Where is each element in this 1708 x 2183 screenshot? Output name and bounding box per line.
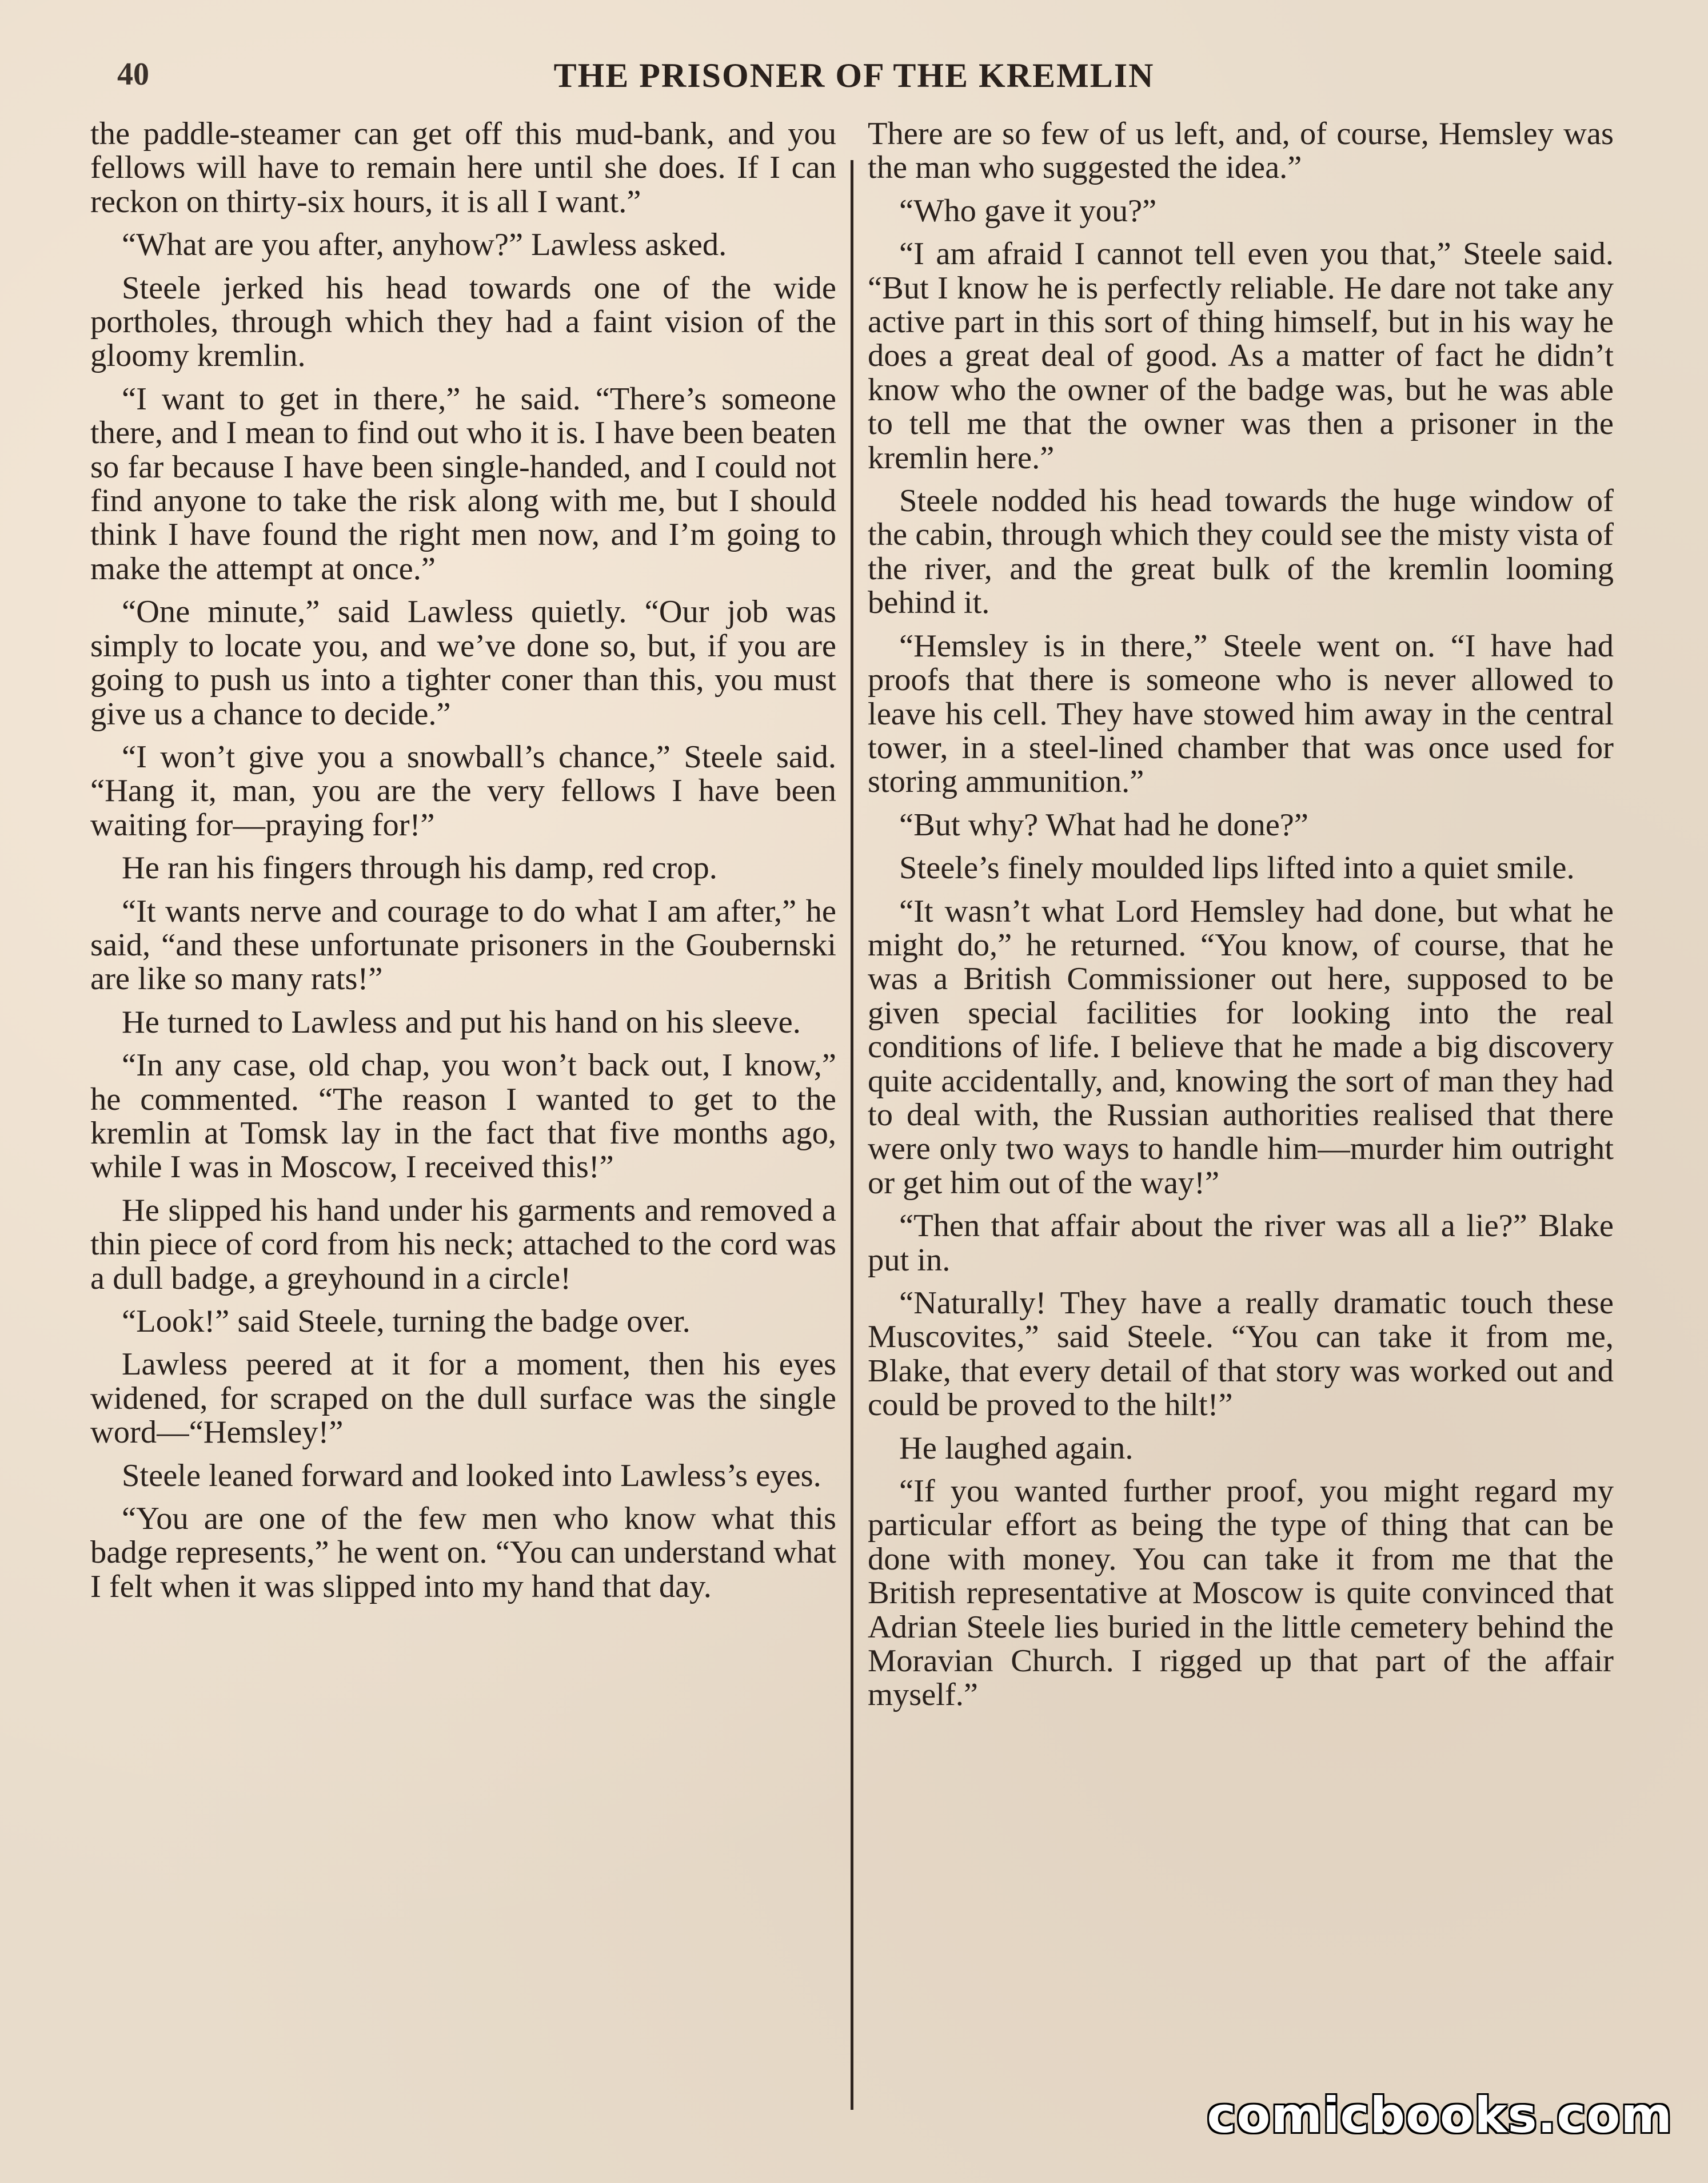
running-title: THE PRISONER OF THE KREMLIN — [553, 57, 1155, 94]
paragraph: Steele jerked his head towards one of the wide portholes, through which they had a faint vision of the gloomy kremlin. — [90, 270, 836, 374]
paragraph: “What are you after, anyhow?” Lawless asked. — [122, 227, 727, 263]
paragraph: Steele nodded his head towards the huge window of the cabin, through which they could see the misty vista of the river, and the great bulk of the kremlin looming behind it. — [868, 483, 1614, 621]
paragraph: “If you wanted further proof, you might regard my particular effort as being the type of thing that can be done with money. You can take it from me that the British representative at Moscow is quite convinced that Adrian Steele lies buried in the little cemetery behind the Moravian Church. I rigged up that part of the affair myself.” — [868, 1473, 1614, 1713]
paragraph: There are so few of us left, and, of course, Hemsley was the man who suggested the idea.” — [868, 116, 1614, 186]
paragraph: “I want to get in there,” he said. “There’s someone there, and I mean to find out who it is. I have been beaten so far because I have been single-handed, and I could not find anyone to take the risk along with me, but I should think I have found the right men now, and I’m going to make the attempt at once.” — [90, 381, 836, 587]
paragraph: He turned to Lawless and put his hand on his sleeve. — [122, 1004, 801, 1040]
page-number: 40 — [117, 57, 149, 92]
paragraph: the paddle-steamer can get off this mud-bank, and you fellows will have to remain here until she does. If I can reckon on thirty-six hours, it is all I want.” — [90, 116, 836, 220]
paragraph: “Look!” said Steele, turning the badge over. — [122, 1304, 691, 1339]
paragraph: “In any case, old chap, you won’t back out, I know,” he commented. “The reason I wanted to get to the kremlin at Tomsk lay in the fact that five months ago, while I was in Moscow, I received this!” — [90, 1047, 836, 1185]
paragraph: “Hemsley is in there,” Steele went on. “I have had proofs that there is someone who is never allowed to leave his cell. They have stowed him away in the central tower, in a steel-lined chamber that was once used for storing ammunition.” — [868, 628, 1614, 800]
paragraph: He slipped his hand under his garments and removed a thin piece of cord from his neck; attached to the cord was a dull badge, a greyhound in a circle! — [90, 1192, 836, 1296]
paragraph: “One minute,” said Lawless quietly. “Our job was simply to locate you, and we’ve done so, but, if you are going to push us into a tighter coner than this, you must give us a chance to decide.” — [90, 594, 836, 732]
paragraph: “Then that affair about the river was all a lie?” Blake put in. — [868, 1208, 1614, 1278]
left-column — [90, 117, 836, 1613]
paragraph: “It wants nerve and courage to do what I am after,” he said, “and these unfortunate prisoners in the Goubernski are like so many rats!” — [90, 893, 836, 997]
right-column — [868, 117, 1614, 1722]
paragraph: Steele’s finely moulded lips lifted into a quiet smile. — [899, 850, 1575, 886]
column-divider — [851, 160, 853, 2110]
paragraph: “But why? What had he done?” — [899, 807, 1308, 843]
watermark: comicbooks.com — [1207, 2087, 1673, 2144]
paragraph: “I am afraid I cannot tell even you that,” Steele said. “But I know he is perfectly reliable. He dare not take any active part in this sort of thing himself, but in his way he does a great deal of good. As a matter of fact he didn’t know who the owner of the badge was, but he was able to tell me that the owner was then a prisoner in the kremlin here.” — [868, 236, 1614, 476]
paragraph: He ran his fingers through his damp, red crop. — [122, 850, 717, 886]
paragraph: “Naturally! They have a really dramatic touch these Muscovites,” said Steele. “You can take it from me, Blake, that every detail of that story was worked out and could be proved to the hilt!” — [868, 1285, 1614, 1423]
paragraph: Steele leaned forward and looked into Lawless’s eyes. — [122, 1457, 821, 1493]
paragraph: “I won’t give you a snowball’s chance,” Steele said. “Hang it, man, you are the very fellows I have been waiting for—praying for!” — [90, 739, 836, 843]
paragraph: “You are one of the few men who know what this badge represents,” he went on. “You can understand what I felt when it was slipped into my hand that day. — [90, 1501, 836, 1604]
paragraph: Lawless peered at it for a moment, then his eyes widened, for scraped on the dull surface was the single word—“Hemsley!” — [90, 1347, 836, 1451]
paragraph: He laughed again. — [899, 1430, 1134, 1466]
paragraph: “Who gave it you?” — [899, 193, 1157, 229]
paragraph: “It wasn’t what Lord Hemsley had done, but what he might do,” he returned. “You know, of course, that he was a British Commissioner out here, supposed to be given special facilities for looking into the real conditions of life. I believe that he made a big discovery quite accidentally, and, knowing the sort of man they had to deal with, the Russian authorities realised that there were only two ways to handle him—murder him outright or get him out of the way!” — [868, 893, 1614, 1201]
